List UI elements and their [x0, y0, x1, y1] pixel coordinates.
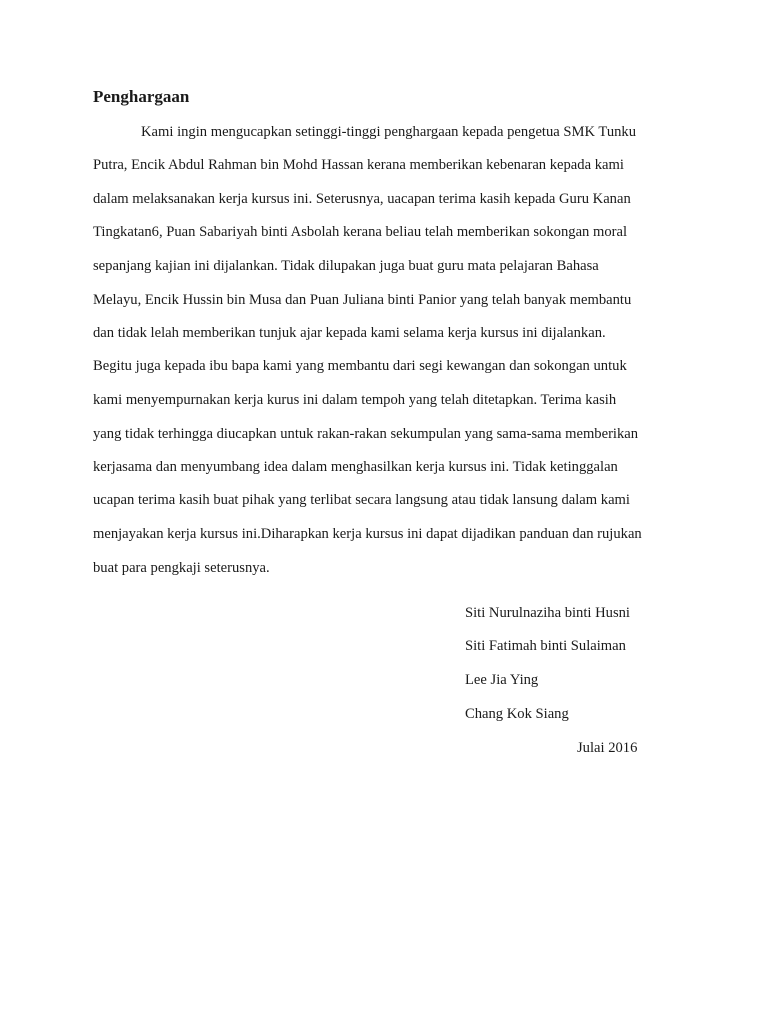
- paragraph-line: dan tidak lelah memberikan tunjuk ajar kepada kami selama kerja kursus ini dijalankan.: [93, 325, 606, 341]
- signatory-name: Chang Kok Siang: [465, 706, 569, 722]
- document-date: Julai 2016: [577, 740, 638, 756]
- paragraph-line: menjayakan kerja kursus ini.Diharapkan kerja kursus ini dapat dijadikan panduan dan rujukan: [93, 526, 642, 542]
- page-heading: Penghargaan: [93, 87, 190, 106]
- paragraph-line: buat para pengkaji seterusnya.: [93, 560, 270, 576]
- paragraph-line: dalam melaksanakan kerja kursus ini. Seterusnya, uacapan terima kasih kepada Guru Kanan: [93, 191, 631, 207]
- signatory-name: Lee Jia Ying: [465, 672, 539, 688]
- paragraph-line: kami menyempurnakan kerja kurus ini dalam tempoh yang telah ditetapkan. Terima kasih: [93, 392, 617, 408]
- paragraph-line: ucapan terima kasih buat pihak yang terlibat secara langsung atau tidak lansung dalam kami: [93, 492, 630, 508]
- paragraph-line: Melayu, Encik Hussin bin Musa dan Puan Juliana binti Panior yang telah banyak membantu: [93, 292, 632, 308]
- paragraph-line: sepanjang kajian ini dijalankan. Tidak dilupakan juga buat guru mata pelajaran Bahasa: [93, 258, 599, 274]
- paragraph-line: yang tidak terhingga diucapkan untuk rakan-rakan sekumpulan yang sama-sama memberikan: [93, 426, 639, 442]
- paragraph-line: kerjasama dan menyumbang idea dalam menghasilkan kerja kursus ini. Tidak ketinggalan: [93, 459, 618, 475]
- signatory-name: Siti Fatimah binti Sulaiman: [465, 638, 626, 654]
- paragraph-line: Tingkatan6, Puan Sabariyah binti Asbolah kerana beliau telah memberikan sokongan moral: [93, 224, 628, 240]
- paragraph-line: Begitu juga kepada ibu bapa kami yang membantu dari segi kewangan dan sokongan untuk: [93, 358, 627, 374]
- signatory-name: Siti Nurulnaziha binti Husni: [465, 605, 630, 621]
- paragraph-line: Putra, Encik Abdul Rahman bin Mohd Hassan kerana memberikan kebenaran kepada kami: [93, 157, 624, 173]
- paragraph-line: Kami ingin mengucapkan setinggi-tinggi penghargaan kepada pengetua SMK Tunku: [141, 124, 637, 140]
